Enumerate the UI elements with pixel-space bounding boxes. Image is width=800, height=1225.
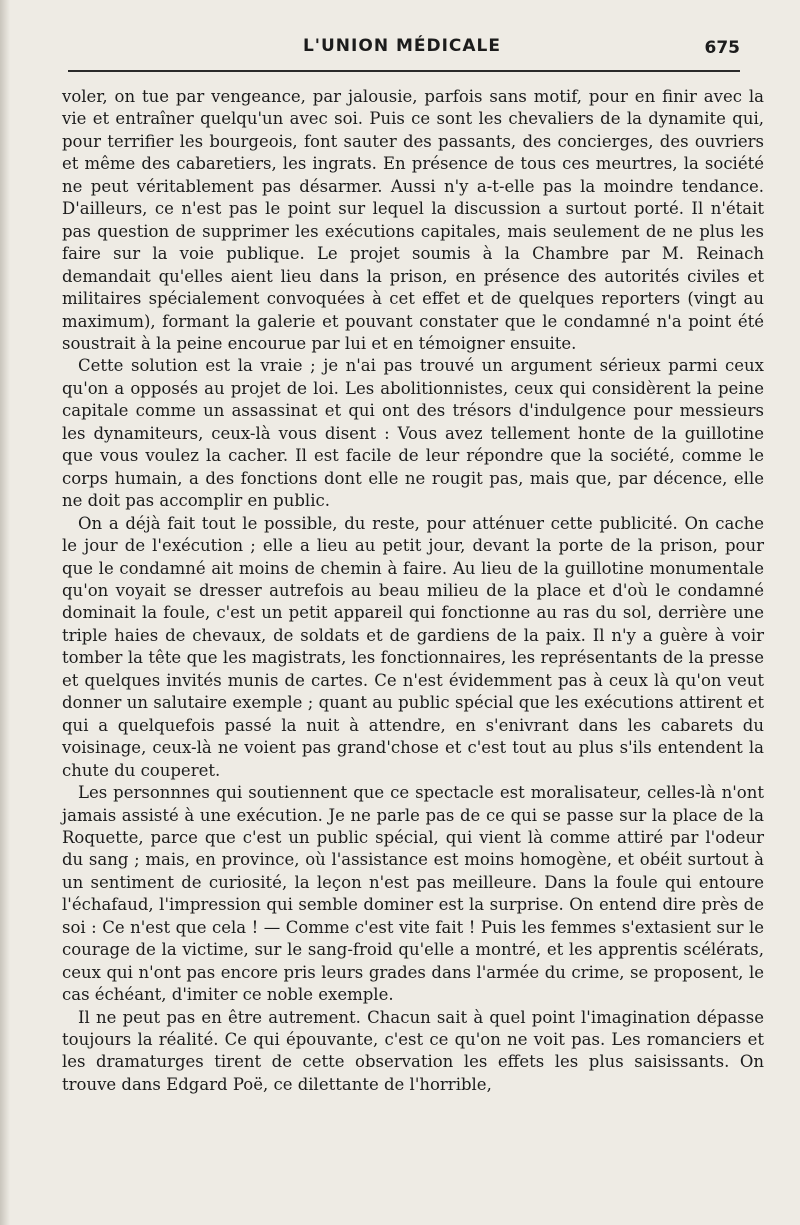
header-rule <box>68 70 740 72</box>
paragraph-4: Les personnnes qui soutiennent que ce spectacle est moralisateur, celles-là n'ont jamais assisté à une exécution. Je ne parle pas de ce qui se passe sur la place de la Roquette, parce que c'est un public spécial, qui vient là comme attiré par l'odeur du sang ; mais, en province, où l'assistance est moins homogène, et obéit surtout à un sentiment de curiosité, la leçon n'est pas meilleure. Dans la foule qui entoure l'échafaud, l'impression qui semble dominer est la surprise. On entend dire près de soi : Ce n'est que cela ! — Comme c'est vite fait ! Puis les femmes s'extasient sur le courage de la victime, sur le sang-froid qu'elle a montré, et les apprentis scélérats, ceux qui n'ont pas encore pris leurs grades dans l'armée du crime, se proposent, le cas échéant, d'imiter ce noble exemple. <box>62 783 764 1005</box>
body-text <box>62 86 764 1096</box>
page-binding-shadow <box>0 0 10 1225</box>
paragraph-2: Cette solution est la vraie ; je n'ai pas trouvé un argument sérieux parmi ceux qu'on a opposés au projet de loi. Les abolitionnistes, ceux qui considèrent la peine capitale comme un assassinat et qui ont des trésors d'indulgence pour messieurs les dynamiteurs, ceux-là vous disent : Vous avez tellement honte de la guillotine que vous voulez la cacher. Il est facile de leur répondre que la société, comme le corps humain, a des fonctions dont elle ne rougit pas, mais que, par décence, elle ne doit pas accomplir en public. <box>62 356 764 511</box>
paragraph-1: voler, on tue par vengeance, par jalousie, parfois sans motif, pour en finir avec la vie et entraîner quelqu'un avec soi. Puis ce sont les chevaliers de la dynamite qui, pour terrifier les bourgeois, font sauter des passants, des concierges, des ouvriers et même des cabaretiers, les ingrats. En présence de tous ces meurtres, la société ne peut véritablement pas désarmer. Aussi n'y a-t-elle pas la moindre tendance. D'ailleurs, ce n'est pas le point sur lequel la discussion a surtout porté. Il n'était pas question de supprimer les exécutions capitales, mais seulement de ne plus les faire sur la voie publique. Le projet soumis à la Chambre par M. Reinach demandait qu'elles aient lieu dans la prison, en présence des autorités civiles et militaires spécialement convoquées à cet effet et de quelques reporters (vingt au maximum), formant la galerie et pouvant constater que le condamné n'a point été soustrait à la peine encourue par lui et en témoigner ensuite. <box>62 87 764 353</box>
page-header <box>62 34 742 64</box>
paragraph-3: On a déjà fait tout le possible, du reste, pour atténuer cette publicité. On cache le jour de l'exécution ; elle a lieu au petit jour, devant la porte de la prison, pour que le condamné ait moins de chemin à faire. Au lieu de la guillotine monumentale qu'on voyait se dresser autrefois au beau milieu de la place et d'où le condamné dominait la foule, c'est un petit appareil qui fonctionne au ras du sol, derrière une triple haies de chevaux, de soldats et de gardiens de la paix. Il n'y a guère à voir tomber la tête que les magistrats, les fonctionnaires, les représentants de la presse et quelques invités munis de cartes. Ce n'est évidemment pas à ceux là qu'on veut donner un salutaire exemple ; quant au public spécial que les exécutions attirent et qui a quelquefois passé la nuit à attendre, en s'enivrant dans les cabarets du voisinage, ceux-là ne voient pas grand'chose et c'est tout au plus s'ils entendent la chute du couperet. <box>62 513 764 780</box>
page-number: 675 <box>704 38 740 58</box>
running-title: L'UNION MÉDICALE <box>302 36 502 56</box>
paragraph-5: Il ne peut pas en être autrement. Chacun sait à quel point l'imagination dépasse toujours la réalité. Ce qui épouvante, c'est ce qu'on ne voit pas. Les romanciers et les dramaturges tirent de cette observation les effets les plus saisissants. On trouve dans Edgard Poë, ce dilettante de l'horrible, <box>62 1007 764 1094</box>
